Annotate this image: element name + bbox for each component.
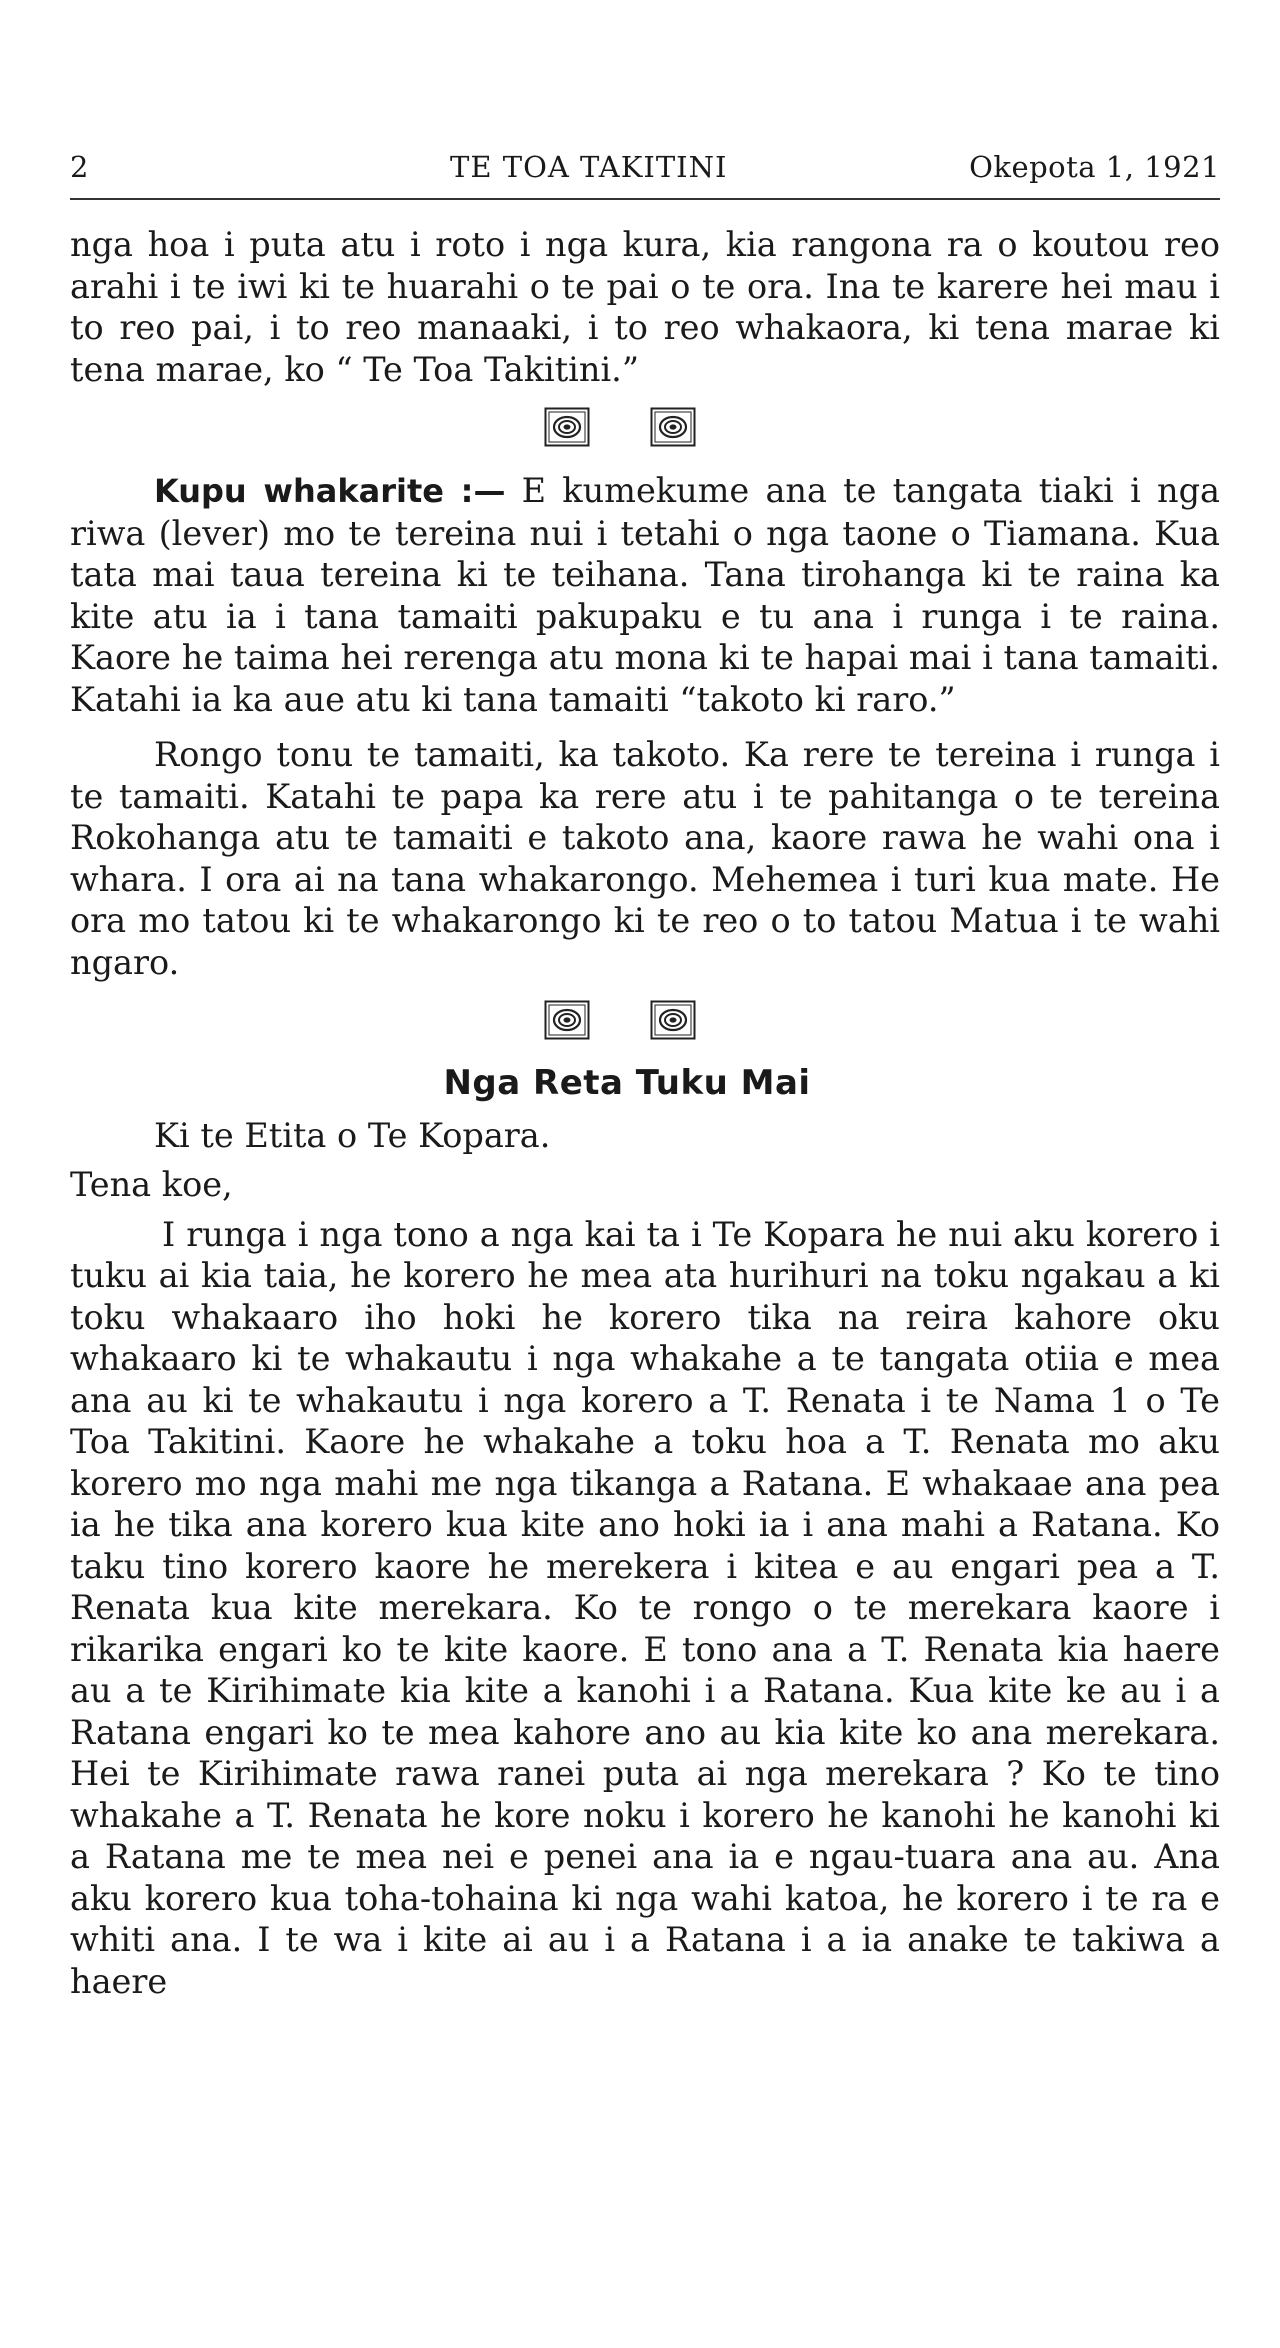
header-rule bbox=[70, 198, 1220, 200]
letter-body: I runga i nga tono a nga kai ta i Te Kopara he nui aku korero i tuku ai kia taia, he korero he mea ata hurihuri na toku ngakau a ki toku whakaaro iho hoki he korero tika na reira kahore oku whakaaro ki te whakautu i nga whakahe a te tangata otiia e mea ana au ki te whakautu i nga korero a T. Renata i te Nama 1 o Te Toa Takitini. Kaore he whakahe a toku hoa a T. Renata mo aku korero mo nga mahi me nga tikanga a Ratana. E whakaae ana pea ia he tika ana korero kua kite ano hoki ia i ana mahi a Ratana. Ko taku tino korero kaore he merekera i kitea e au engari pea a T. Renata kua kite merekara. Ko te rongo o te merekara kaore i rikarika engari ko te kite kaore. E tono ana a T. Renata kia haere au a te Kirihimate kia kite a kanohi i a Ratana. Kua kite ke au i a Ratana engari ko te mea kahore ano au kia kite ko ana merekara. Hei te Kirihimate rawa ranei puta ai nga merekara ? Ko te tino whakahe a T. Renata he kore noku i korero he kanohi he kanohi ki a Ratana me te mea nei e penei ana ia e ngau-tuara ana au. Ana aku korero kua toha-tohaina ki nga wahi katoa, he korero i te ra e whiti ana. I te wa i kite ai au i a Ratana i a ia anake te takiwa a haere bbox=[70, 1214, 1220, 2001]
document-page bbox=[70, 0, 1220, 2348]
letter-addressee: Ki te Etita o Te Kopara. bbox=[154, 1115, 551, 1155]
spiral-ornament-icon bbox=[650, 1000, 696, 1040]
spiral-ornament-icon bbox=[544, 407, 590, 447]
running-header bbox=[70, 150, 1220, 190]
letter-greeting: Tena koe, bbox=[70, 1165, 233, 1204]
page-number: 2 bbox=[70, 150, 89, 184]
article-body bbox=[70, 224, 1220, 2002]
spiral-ornament-icon bbox=[650, 407, 696, 447]
kupu-whakarite-lead: Kupu whakarite :— bbox=[154, 472, 506, 510]
kupu-whakarite-text: E kumekume ana te tangata tiaki i nga riwa (lever) mo te tereina nui i tetahi o nga taone o Tiamana. Kua tata mai taua tereina ki te teihana. Tana tirohanga ki te raina ka kite atu ia i tana tamaiti pakupaku e tu ana i runga i te raina. Kaore he taima hei rerenga atu mona ki te hapai mai i tana tamaiti. Katahi ia ka aue atu ki tana tamaiti “takoto ki raro.” bbox=[70, 471, 1220, 719]
opening-paragraph: nga hoa i puta atu i roto i nga kura, kia rangona ra o koutou reo arahi i te iwi ki te huarahi o te pai o te ora. Ina te karere hei mau i to reo pai, i to reo manaaki, i to reo whakaora, ki tena marae ki tena marae, ko “ Te Toa Takitini.” bbox=[70, 225, 1220, 389]
kupu-whakarite-paragraph bbox=[70, 470, 1220, 720]
spiral-ornament-icon bbox=[544, 1000, 590, 1040]
ornament-divider bbox=[45, 987, 1195, 1053]
ornament-divider bbox=[45, 394, 1195, 460]
letters-section-heading: Nga Reta Tuku Mai bbox=[443, 1063, 811, 1103]
rongo-paragraph: Rongo tonu te tamaiti, ka takoto. Ka rere te tereina i runga i te tamaiti. Katahi te papa ka rere atu i te pahitanga o te tereina Rokohanga atu te tamaiti e takoto ana, kaore rawa he wahi ona i whara. I ora ai na tana whakarongo. Mehemea i turi kua mate. He ora mo tatou ki te whakarongo ki te reo o to tatou Matua i te wahi ngaro. bbox=[70, 735, 1220, 982]
issue-date: Okepota 1, 1921 bbox=[969, 150, 1220, 184]
publication-title: TE TOA TAKITINI bbox=[450, 150, 728, 184]
